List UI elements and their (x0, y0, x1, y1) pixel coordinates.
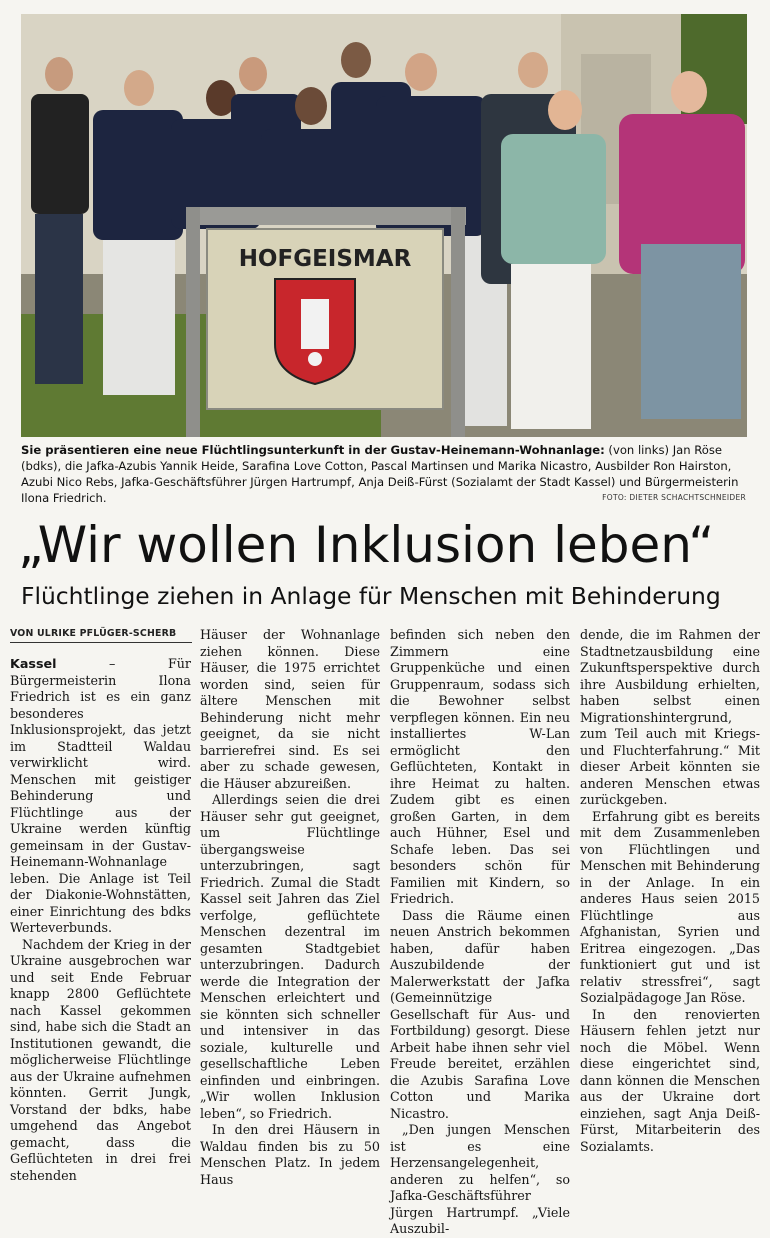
article-paragraph: Nachdem der Krieg in der Ukraine ausgebrochen war und seit Ende Februar knapp 2800 Geflüchtete nach Kassel gekommen sind, habe sich die Stadt an Institutionen gewandt, die möglicherweise Flüchtlinge aus der Ukraine aufnehmen könnten. Gerrit Jungk, Vorstand der bdks, habe umgehend das Angebot gemacht, dass die Geflüchteten in drei frei stehenden (10, 936, 191, 1183)
article-paragraph: In den renovierten Häusern fehlen jetzt nur noch die Möbel. Wenn diese eingerichtet sind, dann können die Menschen aus der Ukraine dort einziehen, sagt Anja Deiß-Fürst, Mitarbeiterin des Sozialamts. (580, 1006, 760, 1154)
article-column-1 (10, 656, 191, 1184)
article-paragraph: Allerdings seien die drei Häuser sehr gut geeignet, um Flüchtlinge übergangsweise unterzubringen, sagt Friedrich. Zumal die Stadt Kassel seit Jahren das Ziel verfolge, geflüchtete Menschen dezentral im gesamten Stadtgebiet unterzubringen. Dadurch werde die Integration der Menschen erleichtert und sie könnten sich schneller und intensiver in das soziale, kulturelle und gesellschaftliche Leben einfinden und einbringen. „Wir wollen Inklusion leben“, so Friedrich. (200, 792, 380, 1121)
article-column-2 (200, 627, 380, 1188)
article-paragraph: Dass die Räume einen neuen Anstrich bekommen haben, dafür haben Auszubildende der Malerwerkstatt der Jafka (Gemeinnützige Gesellschaft für Aus- und Fortbildung) gesorgt. Diese Arbeit habe ihnen sehr viel Freude bereitet, erzählen die Azubis Sarafina Love Cotton und Marika Nicastro. (390, 907, 570, 1121)
article-paragraph: Kassel – Für Bürgermeisterin Ilona Friedrich ist es ein ganz besonderes Inklusionsprojekt, das jetzt im Stadtteil Waldau verwirklicht wird. Menschen mit geistiger Behinderung und Flüchtlinge aus der Ukraine werden künftig gemeinsam in der Gustav-Heinemann-Wohnanlage leben. Die Anlage ist Teil der Diakonie-Wohnstätten, einer Einrichtung des bdks Werteverbunds. (10, 656, 191, 935)
dateline: Kassel (10, 656, 57, 671)
article-paragraph: Erfahrung gibt es bereits mit dem Zusammenleben von Flüchtlingen und Menschen mit Behinderung in der Anlage. In ein anderes Haus seien 2015 Flüchtlinge aus Afghanistan, Syrien und Eritrea eingezogen. „Das funktioniert gut und ist relativ stressfrei“, sagt Sozialpädagoge Jan Röse. (580, 808, 760, 1005)
byline: VON ULRIKE PFLÜGER-SCHERB (10, 628, 192, 643)
article-photo (21, 14, 747, 437)
article-paragraph: „Den jungen Menschen ist es eine Herzensangelegenheit, anderen zu helfen“, so Jafka-Geschäftsführer Jürgen Hartrumpf. „Viele Auszubil- (390, 1122, 570, 1236)
article-column-4 (580, 627, 760, 1155)
article-paragraph: dende, die im Rahmen der Stadtnetzausbildung eine Zukunftsperspektive durch ihre Ausbildung erhielten, haben selbst einen Migrationshintergrund, zum Teil auch mit Kriegs- und Fluchterfahrung.“ Mit dieser Arbeit könnten sie anderen Menschen etwas zurückgeben. (580, 627, 760, 807)
article-column-3 (390, 627, 570, 1238)
subheadline: Flüchtlinge ziehen in Anlage für Menschen mit Behinderung (21, 582, 721, 610)
article-paragraph: In den drei Häusern in Waldau finden bis zu 50 Menschen Platz. In jedem Haus (200, 1122, 380, 1187)
photo-credit: FOTO: DIETER SCHACHTSCHNEIDER (602, 493, 746, 502)
caption-lead: Sie präsentieren eine neue Flüchtlingsunterkunft in der Gustav-Heinemann-Wohnanlage: (21, 443, 605, 457)
caption-text: (von links) Jan Röse (bdks), die Jafka-Azubis Yannik Heide, Sarafina Love Cotton, Pascal Martinsen und Marika Nicastro, Ausbilder Ron Hairston, Azubi Nico Rebs, Jafka-Geschäftsführer Jürgen Hartrumpf, Anja Deiß-Fürst (Sozialamt der Stadt Kassel) und Bürgermeisterin Ilona Friedrich. (21, 443, 739, 505)
article-paragraph: Häuser der Wohnanlage ziehen können. Diese Häuser, die 1975 errichtet worden sind, seien für ältere Menschen mit Behinderung nicht mehr geeignet, da sie nicht barrierefrei sind. Es sei aber zu schade gewesen, die Häuser abzureißen. (200, 627, 380, 791)
article-paragraph: befinden sich neben den Zimmern eine Gruppenküche und einen Gruppenraum, sodass sich die Bewohner selbst verpflegen können. Ein neu installiertes W-Lan ermöglicht den Geflüchteten, Kontakt in ihre Heimat zu halten. Zudem gibt es einen großen Garten, in dem auch Hühner, Esel und Schafe leben. Das sei besonders schön für Familien mit Kindern, so Friedrich. (390, 627, 570, 906)
headline: „Wir wollen Inklusion leben“ (18, 516, 715, 574)
sign-text: HOFGEISMAR (238, 246, 412, 272)
hofgeismar-sign (186, 207, 466, 437)
photo-illustration (21, 14, 747, 437)
